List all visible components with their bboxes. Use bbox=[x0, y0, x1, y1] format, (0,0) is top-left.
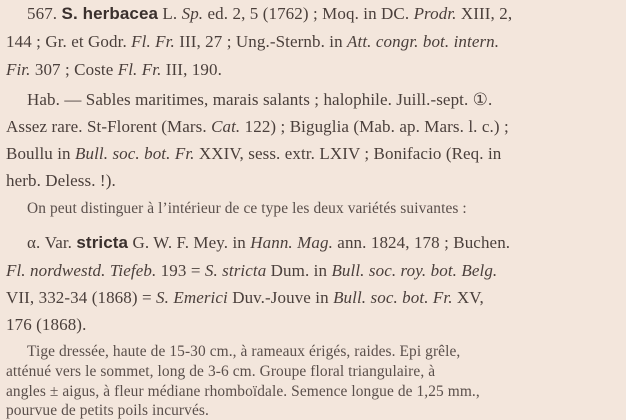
text-run: Bull. soc. roy. bot. Belg. bbox=[331, 261, 498, 280]
text-run: Cat. bbox=[211, 117, 241, 136]
text-run: Bull. soc. bot. Fr. bbox=[333, 288, 453, 307]
text-run: III, 190. bbox=[161, 60, 222, 79]
text-run: 122) ; Biguglia (Mab. ap. Mars. l. c.) ; bbox=[240, 117, 509, 136]
description-line-1 bbox=[27, 343, 460, 361]
text-run: XV, bbox=[452, 288, 484, 307]
text-run: Tige dressée, haute de 15-30 cm., à rameaux érigés, raides. Epi grêle, bbox=[27, 343, 461, 360]
text-run: Fl. Fr. bbox=[131, 32, 175, 51]
text-run: angles ± aigus, à fleur médiane rhomboïdale. Semence longue de 1,25 mm., bbox=[6, 383, 480, 400]
text-run: Duv.-Jouve in bbox=[227, 288, 334, 307]
text-run: atténué vers le sommet, long de 3-6 cm. Groupe floral triangulaire, à bbox=[6, 363, 436, 380]
text-run: 176 (1868). bbox=[6, 315, 87, 334]
habitat-line-3 bbox=[6, 144, 501, 164]
habitat-line-2 bbox=[6, 117, 509, 137]
habitat-line-4 bbox=[6, 171, 116, 191]
text-run: Assez rare. St-Florent (Mars. bbox=[6, 117, 212, 136]
text-run: G. W. F. Mey. in bbox=[128, 233, 251, 252]
entry-line-3 bbox=[6, 60, 222, 80]
text-run: VII, 332-34 (1868) = bbox=[6, 288, 157, 307]
text-run: pourvue de petits poils incurvés. bbox=[6, 402, 209, 419]
text-run: 307 ; Coste bbox=[30, 60, 118, 79]
text-run: Prodr. bbox=[413, 4, 457, 23]
entry-line-2 bbox=[6, 32, 499, 52]
description-line-3 bbox=[6, 383, 480, 401]
text-run: ed. 2, 5 (1762) ; Moq. in DC. bbox=[203, 4, 414, 23]
text-run: Fl. Fr. bbox=[117, 60, 162, 79]
text-run: Fl. nordwestd. Tiefeb. bbox=[6, 261, 157, 280]
text-run: 193 = bbox=[156, 261, 205, 280]
text-run: Hab. — Sables maritimes, marais salants ; halophile. Juill.-sept. ①. bbox=[27, 90, 493, 109]
text-run: Boullu in bbox=[6, 144, 76, 163]
text-run: Dum. in bbox=[266, 261, 332, 280]
text-run: Hann. Mag. bbox=[250, 233, 333, 252]
description-line-2 bbox=[6, 363, 435, 381]
text-run: ann. 1824, 178 ; Buchen. bbox=[332, 233, 511, 252]
variety-line-4 bbox=[6, 315, 86, 335]
text-run: Sp. bbox=[181, 4, 204, 23]
text-run: α. Var. bbox=[27, 233, 77, 252]
varieties-intro: On peut distinguer à l’intérieur de ce type les deux variétés suivantes : bbox=[27, 200, 467, 217]
text-run: S. Emerici bbox=[156, 288, 228, 307]
variety-line-3 bbox=[6, 288, 484, 308]
text-run: S. stricta bbox=[204, 261, 267, 280]
habitat-line-1 bbox=[27, 90, 492, 110]
text-run: XXIV, sess. extr. LXIV ; Bonifacio (Req. in bbox=[194, 144, 502, 163]
variety-line-1 bbox=[27, 233, 510, 253]
text-run: L. bbox=[158, 4, 182, 23]
text-run: III, 27 ; Ung.-Sternb. in bbox=[174, 32, 348, 51]
variety-line-2 bbox=[6, 261, 497, 281]
entry-number: 567. bbox=[27, 4, 58, 23]
entry-line-1-rest bbox=[158, 4, 512, 23]
text-run: Bull. soc. bot. Fr. bbox=[75, 144, 195, 163]
description-line-4 bbox=[6, 402, 209, 420]
text-run: Fir. bbox=[6, 60, 31, 79]
text-run: Att. congr. bot. intern. bbox=[347, 32, 500, 51]
text-run: herb. Deless. !). bbox=[6, 171, 116, 190]
text-run: 144 ; Gr. et Godr. bbox=[6, 32, 132, 51]
species-name: S. herbacea bbox=[61, 4, 159, 23]
entry-line-1 bbox=[27, 4, 512, 24]
text-run: stricta bbox=[76, 233, 129, 252]
text-run: XIII, 2, bbox=[456, 4, 513, 23]
